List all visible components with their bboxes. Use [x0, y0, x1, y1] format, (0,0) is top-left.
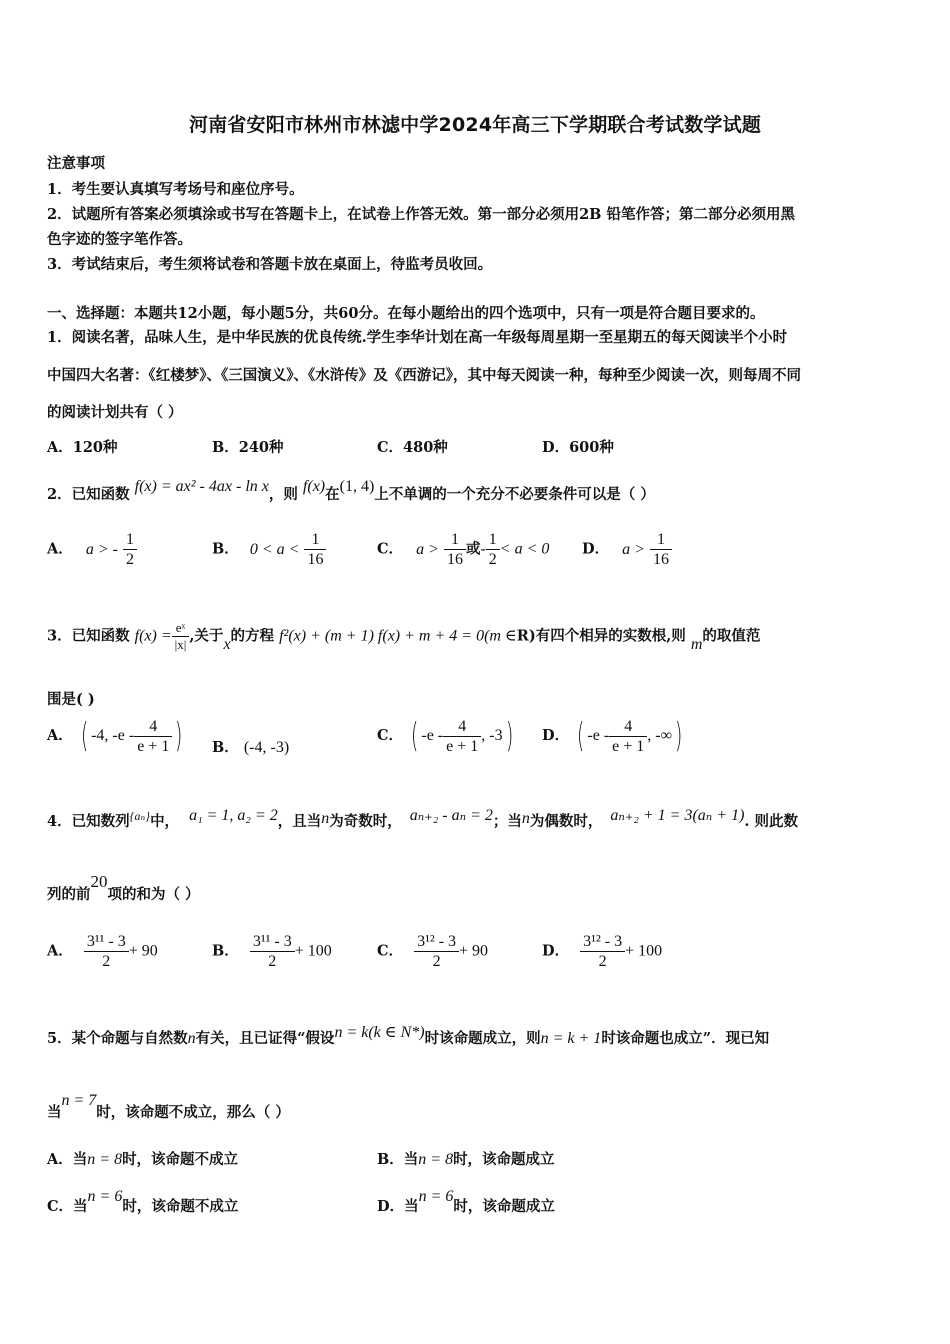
math-text: + 100 — [625, 942, 663, 960]
q5-text: 时该命题成立，则 — [424, 1030, 541, 1047]
q4-text: 为偶数时， — [529, 813, 603, 830]
fraction: $\frac{4}{e + 1}$ — [609, 717, 647, 756]
fraction: $\frac{1}{2}$ — [123, 530, 137, 569]
math-text: n = 8 — [87, 1151, 123, 1168]
q2-function: f(x) = ax² - 4ax - ln x — [134, 478, 269, 495]
option-label: A． — [47, 942, 73, 960]
option-label: D． — [542, 727, 570, 744]
option-text: 时，该命题不成立 — [122, 1198, 239, 1215]
paren-left: ( — [577, 716, 585, 756]
q2-option-b — [212, 530, 326, 569]
fraction: $\frac{\text{eˣ}}{|x|}$ — [172, 620, 190, 653]
fraction: $\frac{1}{16}$ — [650, 530, 672, 569]
q4-stem-line2 — [47, 872, 200, 904]
or-text: 或 — [465, 540, 481, 558]
q4-option-d — [542, 932, 662, 971]
option-label: C． — [377, 727, 404, 744]
notice-item: 1．考生要认真填写考场号和座位序号。 — [47, 181, 304, 198]
q2-option-c — [377, 530, 549, 569]
math-text: a > — [416, 540, 439, 558]
fraction: $\frac{\text{3¹¹ - 3}}{2}$ — [84, 932, 129, 971]
notice-heading: 注意事项 — [47, 155, 105, 172]
math-text: , -3 — [481, 727, 503, 744]
q5-option-a — [47, 1148, 238, 1169]
fraction: $\frac{\text{3¹¹ - 3}}{2}$ — [250, 932, 295, 971]
math-text: f(x) = — [134, 627, 172, 645]
q5-text: 当 — [47, 1104, 62, 1121]
q2-option-d — [582, 530, 672, 569]
math-text: < a < 0 — [499, 540, 550, 558]
math-text: n = 6 — [418, 1188, 454, 1205]
option-label: D． — [582, 540, 610, 558]
q5-stem — [47, 1024, 770, 1048]
q2-zai: 在 — [325, 486, 340, 503]
fraction: $\frac{\text{3¹² - 3}}{2}$ — [580, 932, 625, 971]
math-text: n = 8 — [418, 1151, 454, 1168]
math-text: {aₙ} — [129, 809, 151, 823]
q3-text: 的取值范 — [702, 627, 761, 645]
fraction: $\frac{\text{3¹² - 3}}{2}$ — [414, 932, 459, 971]
exam-title: 河南省安阳市林州市林滤中学2024年高三下学期联合考试数学试题 — [188, 114, 762, 136]
q1-stem-line: 中国四大名著：《红楼梦》、《三国演义》、《水浒传》及《西游记》，其中每天阅读一种，每种至少阅读一次，则每周不同 — [47, 367, 801, 384]
notice-item: 2．试题所有答案必须填涂或书写在答题卡上，在试卷上作答无效。第一部分必须用2B 铅笔作答；第二部分必须用黑 — [47, 206, 795, 223]
q4-text: 为奇数时， — [329, 813, 402, 830]
math-text: (-4, -3) — [243, 739, 290, 756]
q3-stem-line2: 围是( ) — [47, 691, 95, 708]
q4-option-c — [377, 932, 488, 971]
q4-text: ，且当 — [277, 813, 322, 830]
option-label: A． — [47, 727, 73, 744]
option-label: B．当 — [377, 1151, 419, 1168]
fraction: $\frac{4}{e + 1}$ — [134, 717, 172, 756]
math-text: n = 7 — [61, 1092, 97, 1109]
paren-right: ) — [505, 716, 513, 756]
option-label: A．当 — [47, 1151, 88, 1168]
q3-option-b — [212, 736, 289, 757]
option-text: 时，该命题不成立 — [122, 1151, 239, 1168]
q5-text: 时该命题也成立”．现已知 — [601, 1030, 770, 1047]
q5-option-d — [377, 1188, 555, 1216]
q4-text: 4．已知数列 — [47, 813, 130, 830]
math-var: m — [690, 635, 703, 653]
paren-left: ( — [411, 716, 419, 756]
paren-right: ) — [175, 716, 183, 756]
paren-left: ( — [80, 716, 89, 756]
q3-text: R)有四个相异的实数根,则 — [516, 627, 686, 645]
q4-text: 项的和为（ ） — [107, 886, 200, 903]
q1-option-b: B．240种 — [212, 439, 284, 456]
q4-text: 列的前 — [47, 886, 91, 903]
q3-equation: f²(x) + (m + 1) f(x) + m + 4 = 0(m ∈ — [279, 627, 517, 645]
q1-stem-line: 的阅读计划共有（ ） — [47, 404, 183, 421]
q3-option-a — [47, 716, 186, 756]
math-var: n — [521, 810, 530, 827]
math-var: n — [187, 1030, 196, 1047]
section-heading: 一、选择题：本题共12小题，每小题5分，共60分。在每小题给出的四个选项中，只有一项是符合题目要求的。 — [47, 305, 765, 322]
option-text: 时，该命题成立 — [453, 1151, 555, 1168]
option-label: C．当 — [47, 1198, 88, 1215]
math-text: -4, -e - — [91, 727, 135, 744]
fraction: $\frac{4}{e + 1}$ — [443, 717, 481, 756]
math-text: n = k(k ∈ N*) — [334, 1024, 425, 1041]
q3-option-d — [542, 716, 685, 756]
q4-text: . 则此数 — [744, 813, 799, 830]
notice-item: 3．考试结束后，考生须将试卷和答题卡放在桌面上，待监考员收回。 — [47, 256, 493, 273]
math-text: a₁ = 1, a₂ = 2 — [189, 807, 278, 824]
option-label: B． — [212, 540, 239, 558]
q4-option-a — [47, 932, 158, 971]
math-text: + 90 — [128, 942, 158, 960]
math-text: aₙ₊₂ - aₙ = 2 — [409, 807, 493, 824]
option-text: 时，该命题成立 — [453, 1198, 555, 1215]
math-text: n = 6 — [87, 1188, 123, 1205]
q4-text: 中， — [150, 813, 180, 830]
math-text: -e - — [421, 727, 444, 744]
notice-item: 色字迹的签字笔作答。 — [47, 231, 192, 248]
q5-option-c — [47, 1188, 239, 1216]
q2-fx: f(x) — [302, 478, 326, 495]
q1-option-a: A．120种 — [47, 439, 118, 456]
math-text: + 100 — [294, 942, 332, 960]
q5-stem-line2 — [47, 1092, 290, 1122]
option-label: B． — [212, 942, 239, 960]
q2-interval: (1, 4) — [339, 478, 375, 495]
q5-text: 时，该命题不成立，那么（ ） — [96, 1104, 290, 1121]
q5-text: 5．某个命题与自然数 — [47, 1030, 188, 1047]
fraction: $\frac{1}{16}$ — [444, 530, 466, 569]
option-label: C． — [377, 540, 404, 558]
math-text: - — [480, 540, 486, 558]
q2-stem — [47, 478, 655, 504]
option-label: D． — [542, 942, 570, 960]
math-var: n — [321, 810, 330, 827]
math-text: -e - — [587, 727, 610, 744]
q5-text: 有关，且已证得“假设 — [195, 1030, 335, 1047]
q4-stem — [47, 807, 799, 831]
q1-stem-line: 1．阅读名著，品味人生，是中华民族的优良传统.学生李华计划在高一年级每周星期一至星期五的每天阅读半个小时 — [47, 329, 788, 346]
fraction: $\frac{1}{2}$ — [486, 530, 500, 569]
q2-comma: ，则 — [268, 486, 298, 503]
fraction: $\frac{1}{16}$ — [304, 530, 326, 569]
q2-suffix: 上不单调的一个充分不必要条件可以是（ ） — [374, 486, 655, 503]
q1-option-c: C．480种 — [377, 439, 448, 456]
math-text: n = k + 1 — [540, 1030, 602, 1047]
option-label: D．当 — [377, 1198, 419, 1215]
math-text: 20 — [90, 872, 108, 891]
math-text: 0 < a < — [249, 540, 300, 558]
option-label: B． — [212, 739, 239, 756]
q4-option-b — [212, 932, 332, 971]
q3-text: ,关于 — [189, 627, 224, 645]
q1-option-d: D．600种 — [542, 439, 614, 456]
math-text: aₙ₊₂ + 1 = 3(aₙ + 1) — [610, 807, 745, 824]
q4-text: ；当 — [492, 813, 522, 830]
q2-prefix: 2．已知函数 — [47, 486, 130, 503]
math-text: a > — [622, 540, 645, 558]
q2-option-a — [47, 530, 137, 569]
math-text: + 90 — [459, 942, 489, 960]
option-label: A． — [47, 540, 73, 558]
q3-stem — [47, 620, 760, 653]
q5-option-b — [377, 1148, 555, 1169]
math-text: , -∞ — [647, 727, 673, 744]
paren-right: ) — [675, 716, 683, 756]
math-text: a > - — [85, 540, 118, 558]
q3-prefix: 3．已知函数 — [47, 627, 130, 645]
option-label: C． — [377, 942, 404, 960]
q3-option-c — [377, 716, 516, 756]
q3-text: 的方程 — [230, 627, 275, 645]
math-var: x — [223, 635, 231, 653]
